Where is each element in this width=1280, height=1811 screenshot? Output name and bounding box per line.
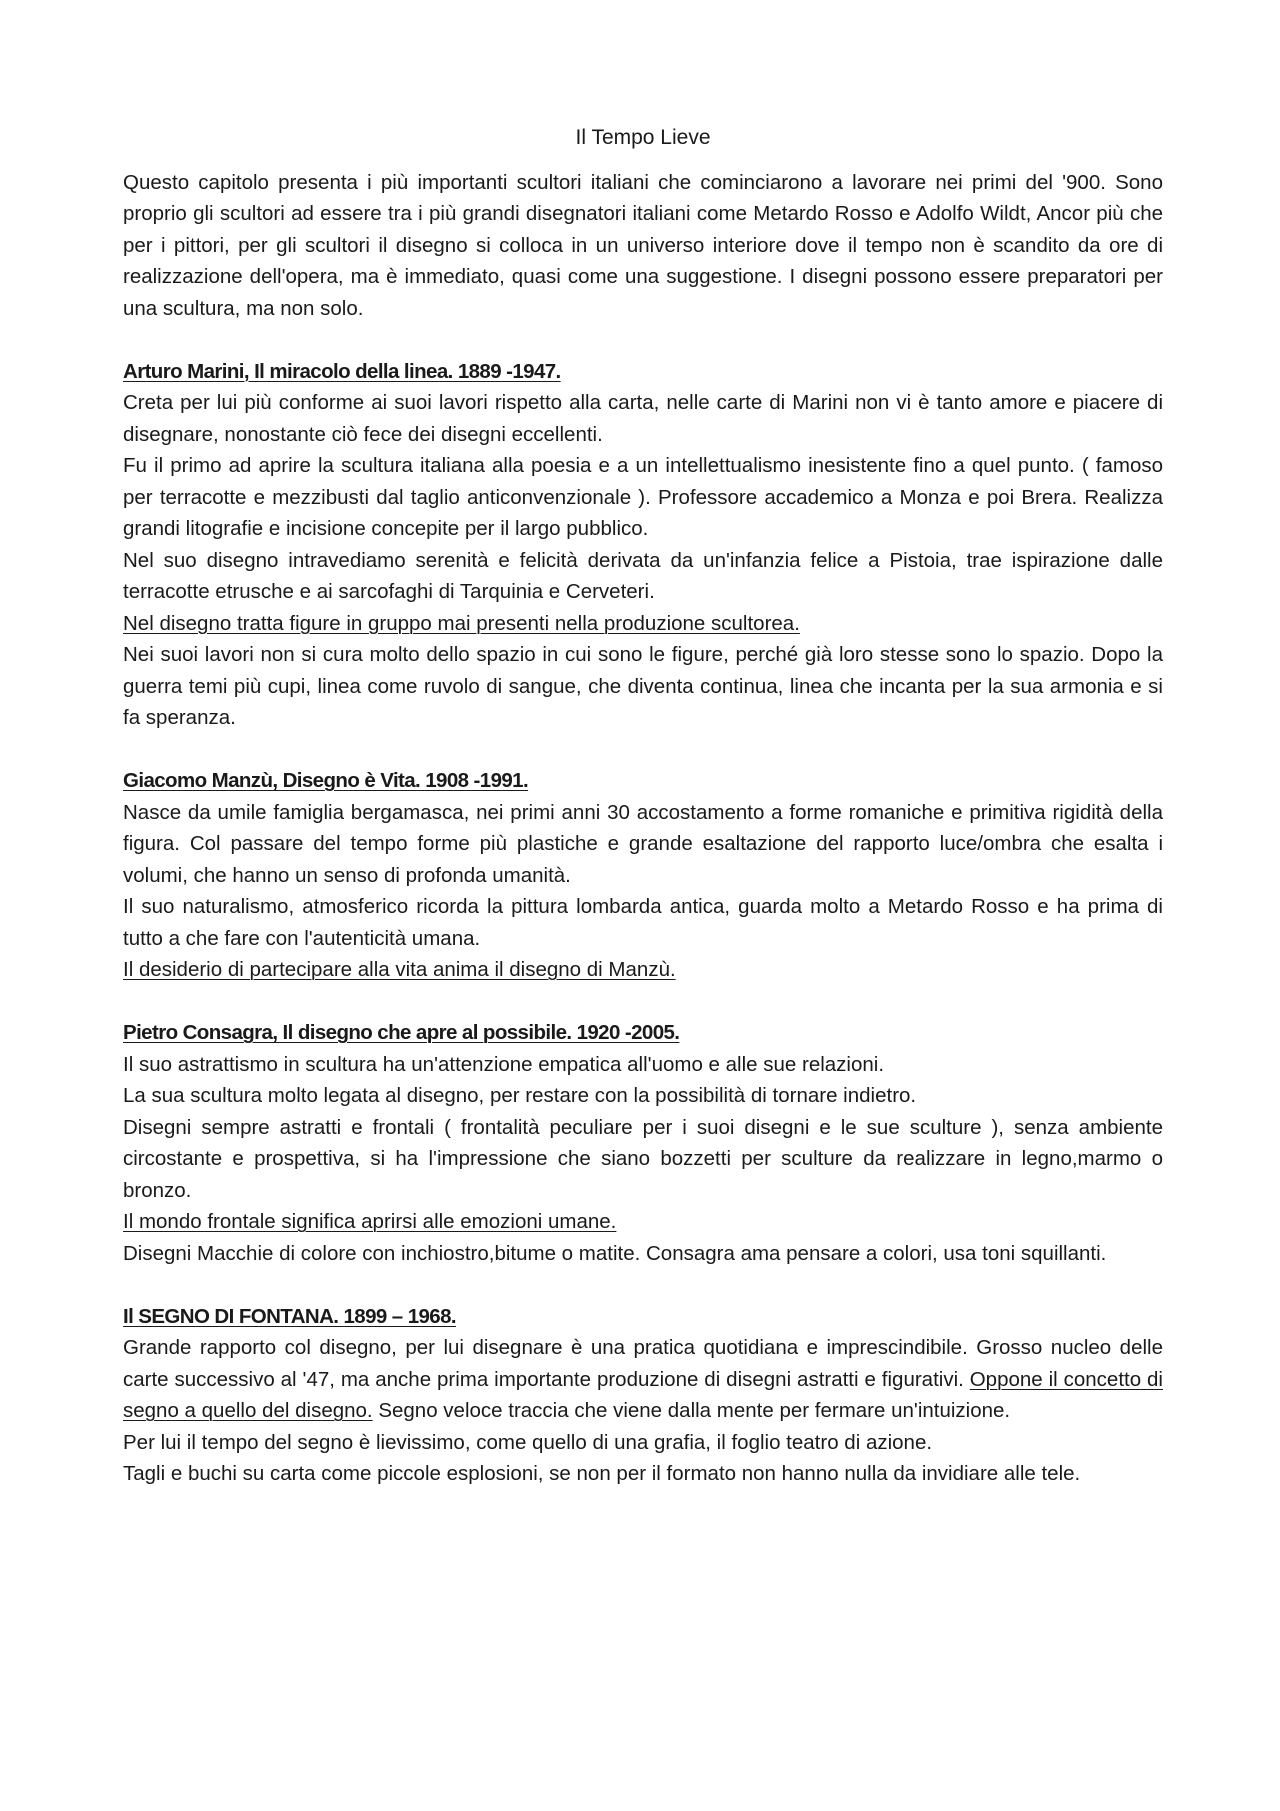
paragraph: Creta per lui più conforme ai suoi lavori rispetto alla carta, nelle carte di Marini non vi è tanto amore e piacere di disegnare, nonostante ciò fece dei disegni eccellenti. bbox=[123, 391, 1163, 446]
paragraph: Disegni sempre astratti e frontali ( frontalità peculiare per i suoi disegni e le sue sculture ), senza ambiente circostante e prospettiva, si ha l'impressione che siano bozzetti per sculture da realizzare in legno,marmo o bronzo. bbox=[123, 1115, 1163, 1202]
section-heading: Giacomo Manzù, Disegno è Vita. 1908 -1991. bbox=[123, 769, 529, 792]
section-fontana bbox=[123, 1301, 1163, 1490]
underlined-paragraph bbox=[123, 1206, 1163, 1238]
paragraph: La sua scultura molto legata al disegno, per restare con la possibilità di tornare indietro. bbox=[123, 1084, 917, 1107]
section-heading: Arturo Marini, Il miracolo della linea. 1889 -1947. bbox=[123, 359, 561, 383]
paragraph: Il suo astrattismo in scultura ha un'attenzione empatica all'uomo e alle sue relazioni. bbox=[123, 1052, 885, 1076]
paragraph: Fu il primo ad aprire la scultura italiana alla poesia e a un intellettualismo inesistente fino a quel punto. ( famoso per terracotte e mezzibusti dal taglio anticonvenzionale ). Professore accademico a Monza e poi Brera. Realizza grandi litografie e incisione concepite per il largo pubblico. bbox=[123, 454, 1163, 540]
section-consagra bbox=[123, 1017, 1163, 1269]
underlined-text: Oppone il concetto di segno a quello del disegno. bbox=[123, 1367, 1163, 1422]
paragraph: Il suo naturalismo, atmosferico ricorda la pittura lombarda antica, guarda molto a Metardo Rosso e ha prima di tutto a che fare con l'autenticità umana. bbox=[123, 895, 1163, 950]
paragraph: Tagli e buchi su carta come piccole esplosioni, se non per il formato non hanno nulla da invidiare alle tele. bbox=[123, 1462, 1081, 1485]
underlined-text: Nel disegno tratta figure in gruppo mai presenti nella produzione scultorea. bbox=[123, 611, 800, 635]
paragraph-text: Segno veloce traccia che viene dalla mente per fermare un'intuizione. bbox=[372, 1399, 1011, 1422]
section-heading: Pietro Consagra, Il disegno che apre al possibile. 1920 -2005. bbox=[123, 1021, 680, 1044]
paragraph: Per lui il tempo del segno è lievissimo, come quello di una grafia, il foglio teatro di azione. bbox=[123, 1430, 933, 1454]
page-title: Il Tempo Lieve bbox=[575, 126, 711, 149]
underlined-text: Il mondo frontale significa aprirsi alle emozioni umane. bbox=[123, 1210, 617, 1233]
underlined-text: Il desiderio di partecipare alla vita anima il disegno di Manzù. bbox=[123, 958, 676, 981]
paragraph bbox=[123, 1332, 1163, 1427]
underlined-paragraph bbox=[123, 954, 1163, 986]
paragraph: Nei suoi lavori non si cura molto dello spazio in cui sono le figure, perché già loro stesse sono lo spazio. Dopo la guerra temi più cupi, linea come ruvolo di sangue, che diventa continua, linea che incanta per la sua armonia e si fa speranza. bbox=[123, 643, 1163, 729]
section-heading: Il SEGNO DI FONTANA. 1899 – 1968. bbox=[123, 1304, 456, 1328]
underlined-paragraph bbox=[123, 608, 1163, 640]
paragraph: Nel suo disegno intravediamo serenità e felicità derivata da un'infanzia felice a Pistoia, trae ispirazione dalle terracotte etrusche e ai sarcofaghi di Tarquinia e Cerveteri. bbox=[123, 548, 1163, 603]
paragraph: Nasce da umile famiglia bergamasca, nei primi anni 30 accostamento a forme romaniche e primitiva rigidità della figura. Col passare del tempo forme più plastiche e grande esaltazione del rapporto luce/ombra che esalta i volumi, che hanno un senso di profonda umanità. bbox=[123, 800, 1163, 887]
section-marini bbox=[123, 356, 1163, 734]
paragraph-text: Grande rapporto col disegno, per lui disegnare è una pratica quotidiana e imprescindibile. Grosso nucleo delle carte successivo al '47, ma anche prima importante produzione di disegni astratti e figurativi. bbox=[123, 1336, 1163, 1391]
document-body bbox=[123, 122, 1163, 1490]
paragraph: Disegni Macchie di colore con inchiostro,bitume o matite. Consagra ama pensare a colori, usa toni squillanti. bbox=[123, 1241, 1107, 1265]
intro-paragraph: Questo capitolo presenta i più importanti scultori italiani che cominciarono a lavorare nei primi del '900. Sono proprio gli scultori ad essere tra i più grandi disegnatori italiani come Metardo Rosso e Adolfo Wildt, Ancor più che per i pittori, per gli scultori il disegno si colloca in un universo interiore dove il tempo non è scandito da ore di realizzazione dell'opera, ma è immediato, quasi come una suggestione. I disegni possono essere preparatori per una scultura, ma non solo. bbox=[123, 170, 1163, 320]
section-manzu bbox=[123, 765, 1163, 986]
